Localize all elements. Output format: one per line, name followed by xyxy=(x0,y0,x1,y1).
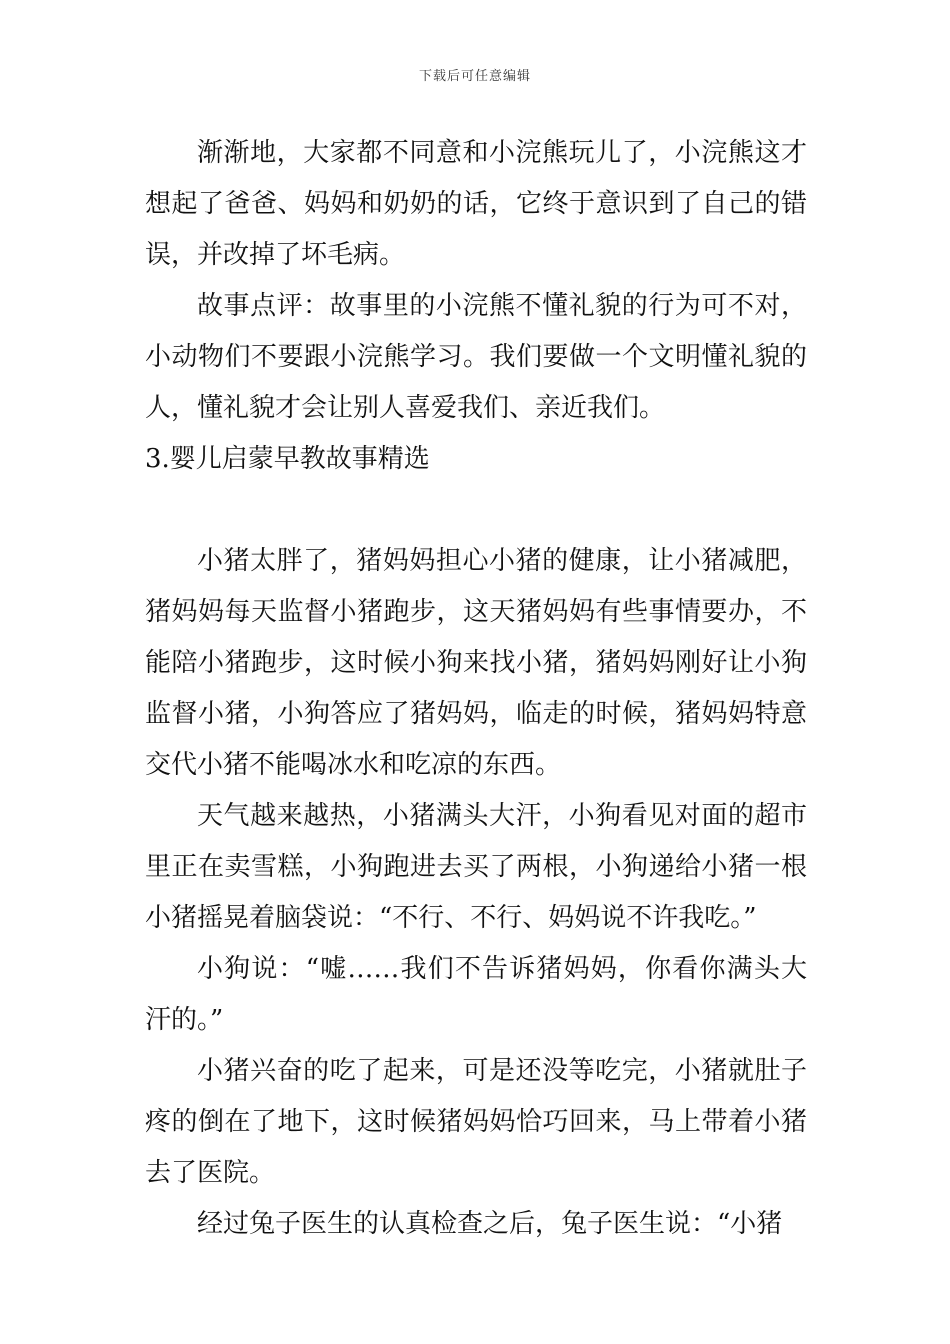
paragraph: 小猪太胖了，猪妈妈担心小猪的健康，让小猪减肥，猪妈妈每天监督小猪跑步，这天猪妈妈有些事情要办，不能陪小猪跑步，这时候小狗来找小猪，猪妈妈刚好让小狗监督小猪，小狗答应了猪妈妈，临走的时候，猪妈妈特意交代小猪不能喝冰水和吃凉的东西。 xyxy=(145,546,807,780)
page-header: 下载后可任意编辑 xyxy=(418,69,531,84)
paragraph: 经过兔子医生的认真检查之后，兔子医生说：“小猪 xyxy=(197,1209,783,1239)
paragraph: 小猪兴奋的吃了起来，可是还没等吃完，小猪就肚子疼的倒在了地下，这时候猪妈妈恰巧回来，马上带着小猪去了医院。 xyxy=(145,1056,807,1188)
blank-line xyxy=(145,485,807,536)
paragraph: 故事点评：故事里的小浣熊不懂礼貌的行为可不对，小动物们不要跟小浣熊学习。我们要做一个文明懂礼貌的人，懂礼貌才会让别人喜爱我们、亲近我们。 xyxy=(145,291,807,423)
paragraph: 渐渐地，大家都不同意和小浣熊玩儿了，小浣熊这才想起了爸爸、妈妈和奶奶的话，它终于意识到了自己的错误，并改掉了坏毛病。 xyxy=(145,138,807,270)
paragraph: 小狗说：“嘘……我们不告诉猪妈妈，你看你满头大汗的。” xyxy=(145,954,807,1035)
section-heading: 3.婴儿启蒙早教故事精选 xyxy=(145,444,430,474)
document-body xyxy=(145,128,807,1250)
paragraph: 天气越来越热，小猪满头大汗，小狗看见对面的超市里正在卖雪糕，小狗跑进去买了两根，小狗递给小猪一根小猪摇晃着脑袋说：“不行、不行、妈妈说不许我吃。” xyxy=(145,801,807,933)
